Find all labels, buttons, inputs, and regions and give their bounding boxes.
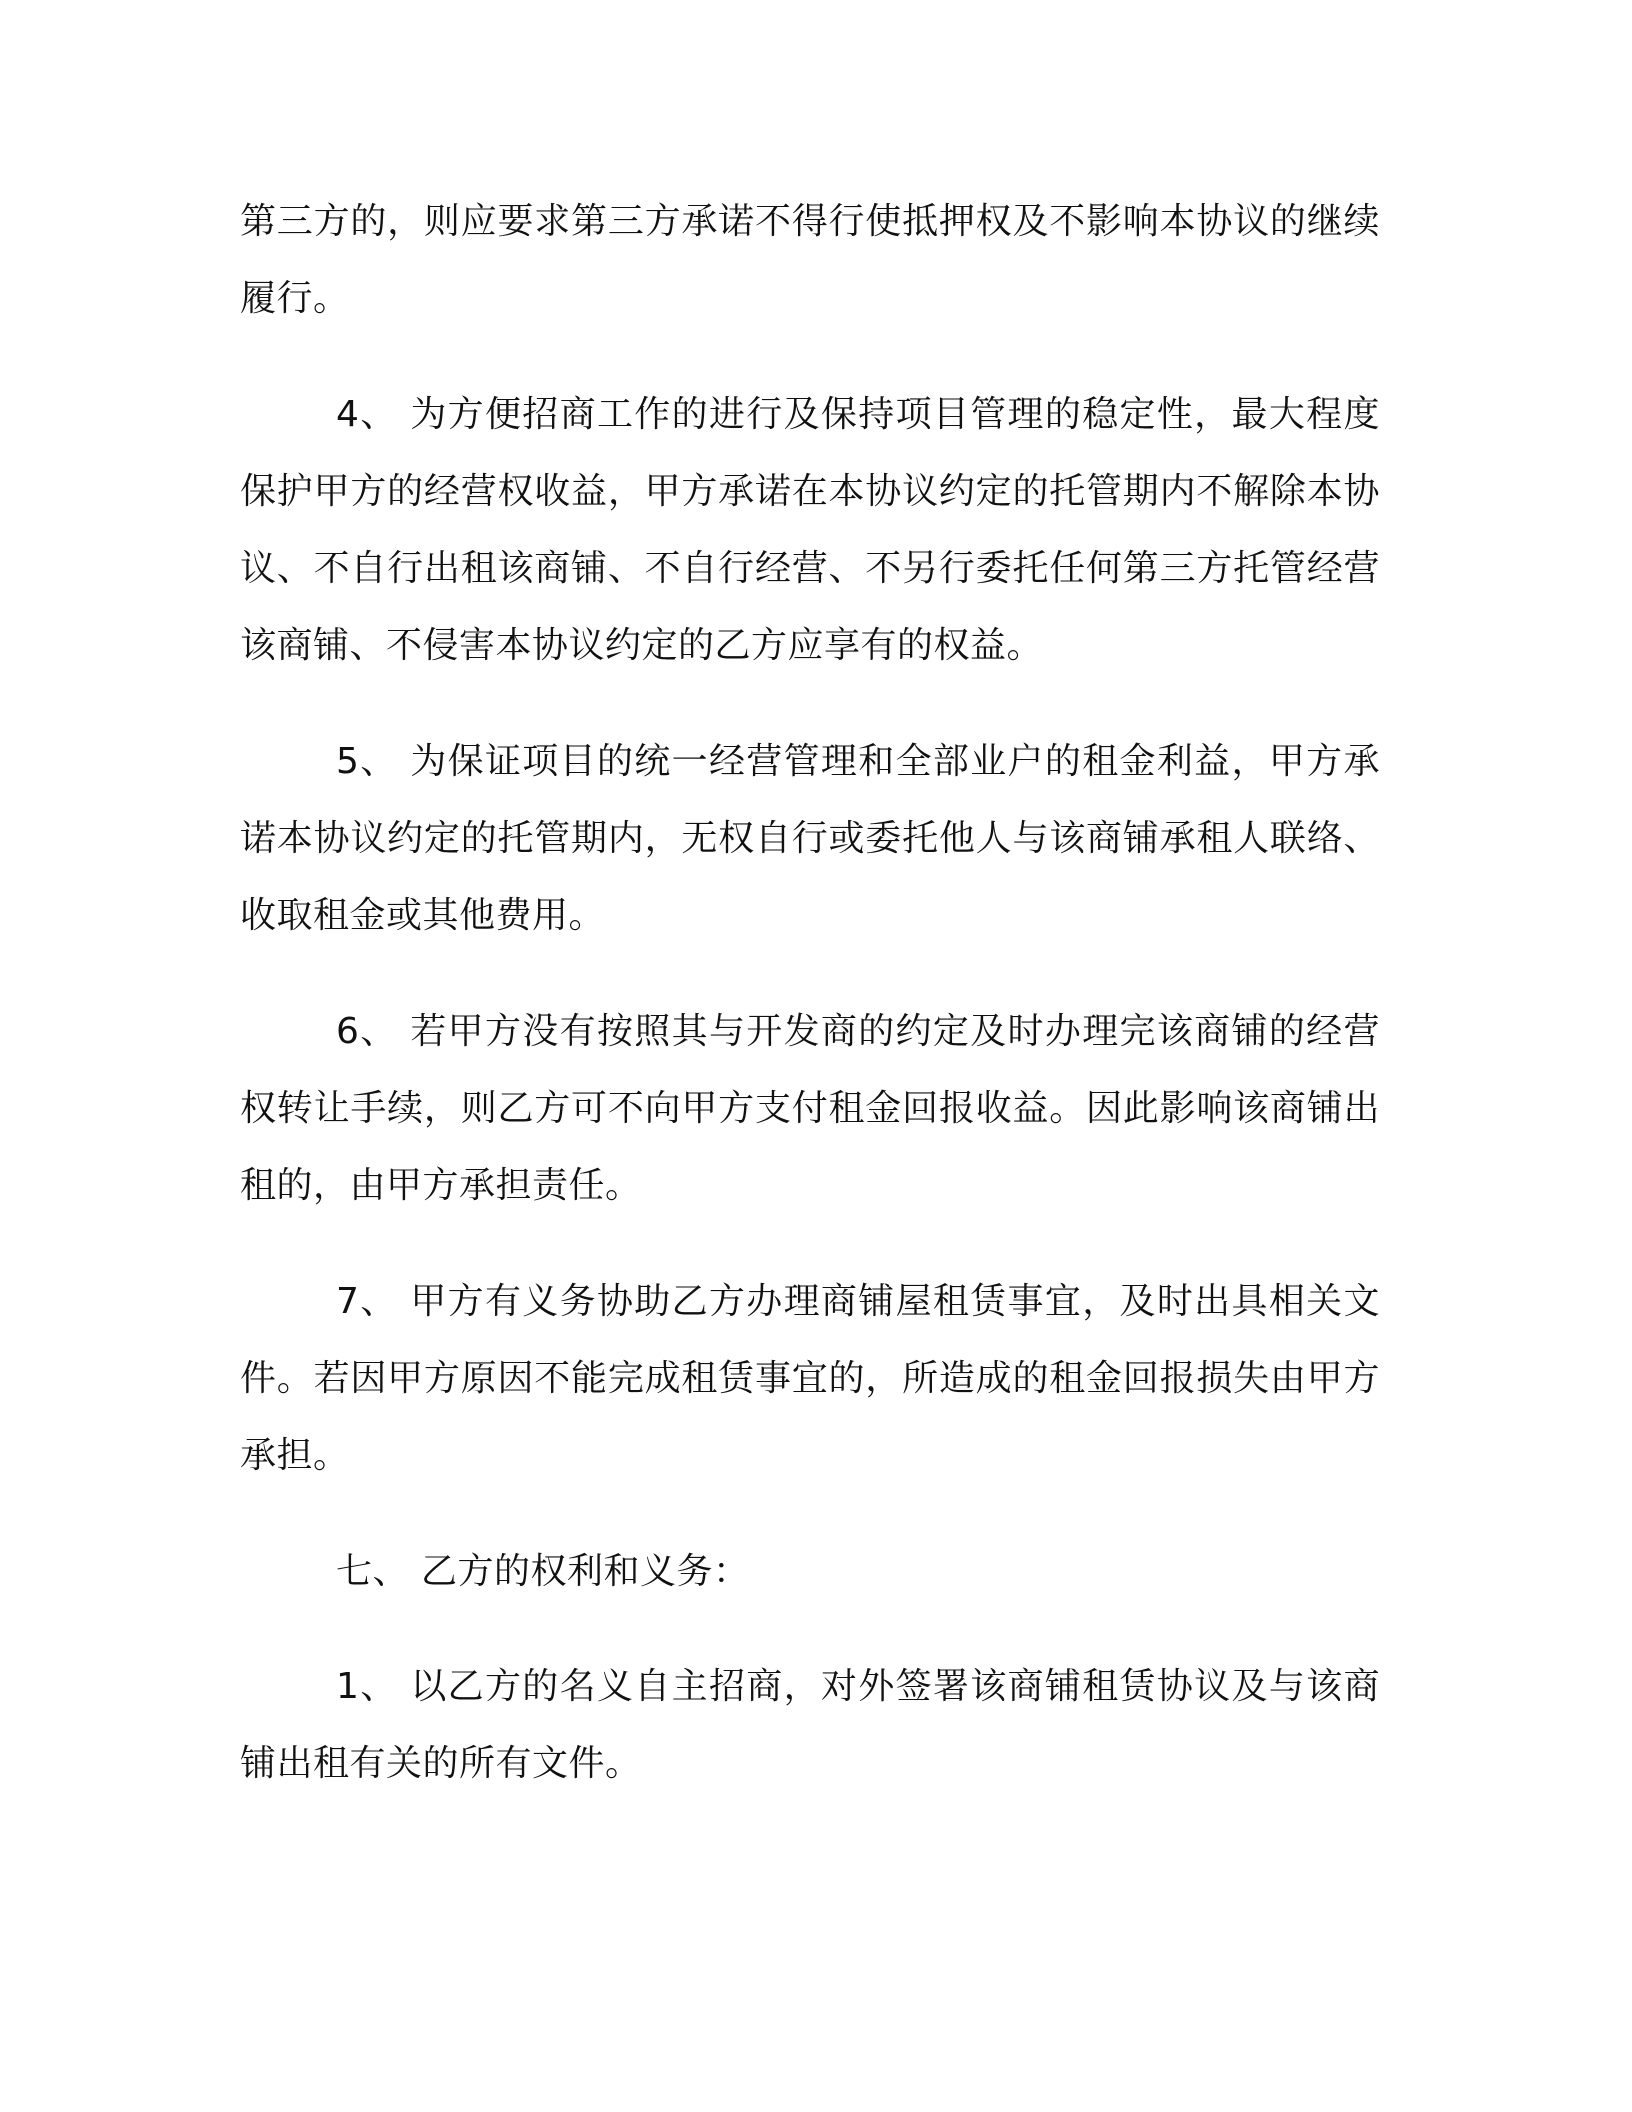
paragraph-item-4: 4、 为方便招商工作的进行及保持项目管理的稳定性，最大程度保护甲方的经营权收益，甲方承诺在本协议约定的托管期内不解除本协议、不自行出租该商铺、不自行经营、不另行委托任何第三方托管经营该商铺、不侵害本协议约定的乙方应享有的权益。 [240, 394, 1380, 666]
paragraph-continuation: 第三方的，则应要求第三方承诺不得行使抵押权及不影响本协议的继续履行。 [240, 201, 1380, 319]
section-heading-7: 七、 乙方的权利和义务： [336, 1551, 750, 1592]
paragraph-item-5: 5、 为保证项目的统一经营管理和全部业户的租金利益，甲方承诺本协议约定的托管期内，无权自行或委托他人与该商铺承租人联络、收取租金或其他费用。 [240, 741, 1380, 936]
paragraph-item-6: 6、 若甲方没有按照其与开发商的约定及时办理完该商铺的经营权转让手续，则乙方可不向甲方支付租金回报收益。因此影响该商铺出租的，由甲方承担责任。 [240, 1011, 1380, 1206]
document-body [240, 183, 1380, 1841]
paragraph-party-b-item-1: 1、 以乙方的名义自主招商，对外签署该商铺租赁协议及与该商铺出租有关的所有文件。 [240, 1666, 1380, 1784]
paragraph-item-7: 7、 甲方有义务协助乙方办理商铺屋租赁事宜，及时出具相关文件。若因甲方原因不能完成租赁事宜的，所造成的租金回报损失由甲方承担。 [240, 1281, 1380, 1476]
